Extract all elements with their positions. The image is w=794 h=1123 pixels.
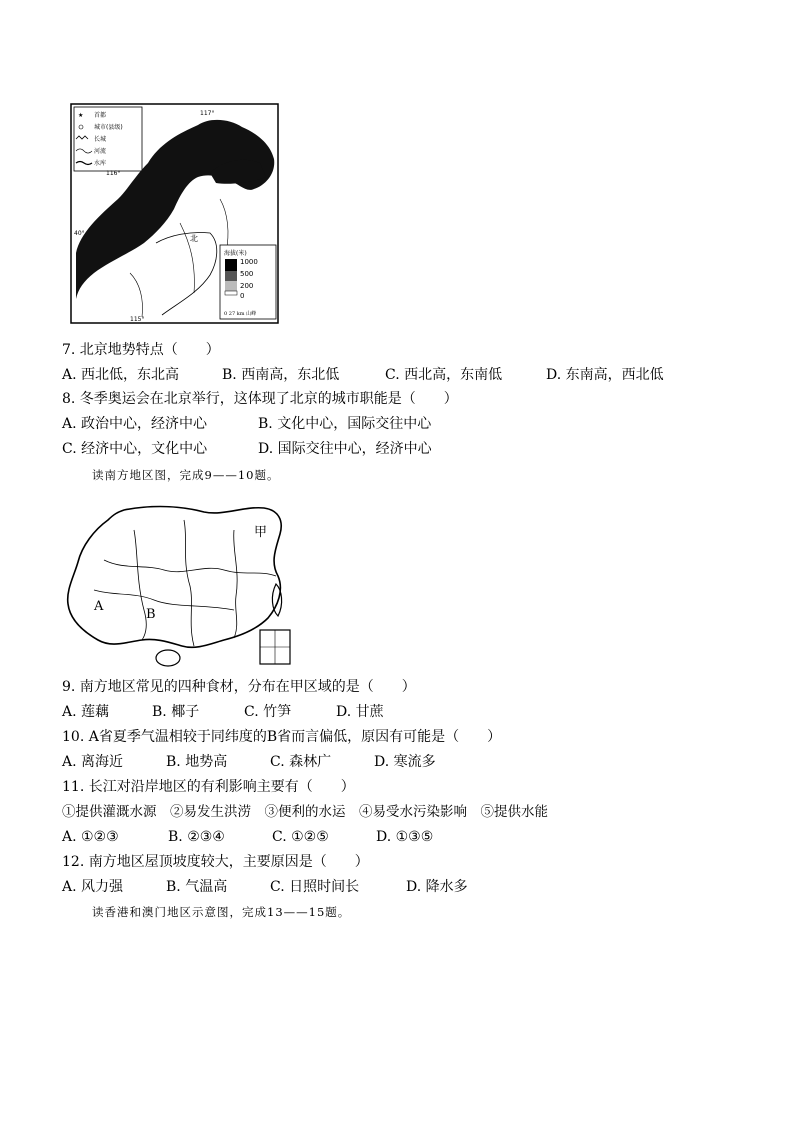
elev-value: 500 (240, 270, 254, 278)
q9-option-a: A. 莲藕 (62, 704, 110, 720)
coord-label: 40° (74, 230, 85, 237)
map-label-jia: 甲 (254, 525, 268, 540)
map-label-a: A (208, 181, 215, 191)
q11-option-c: C. ①②⑤ (272, 829, 329, 845)
q9-option-b: B. 椰子 (152, 704, 200, 720)
q7-option-c: C. 西北高，东南低 (385, 367, 503, 383)
q7-option-a: A. 西北低，东北高 (62, 367, 180, 383)
q8-option-a: A. 政治中心，经济中心 (62, 416, 208, 432)
q11-option-b: B. ②③④ (168, 829, 225, 845)
q8-option-c: C. 经济中心，文化中心 (62, 441, 208, 457)
coord-label: 116° (106, 170, 121, 177)
beijing-terrain-map (70, 103, 280, 325)
question-7: 7. 北京地势特点（ ） (62, 342, 220, 358)
q10-option-b: B. 地势高 (166, 754, 228, 770)
question-10: 10. A省夏季气温相较于同纬度的B省而言偏低，原因有可能是（ ） (62, 729, 502, 745)
legend-capital-symbol: ★ (78, 112, 84, 119)
legend-item: 水库 (94, 160, 107, 167)
question-9: 9. 南方地区常见的四种食材，分布在甲区域的是（ ） (62, 679, 416, 695)
elev-value: 200 (240, 282, 254, 290)
q7-option-b: B. 西南高，东北低 (222, 367, 340, 383)
elev-value: 0 (240, 292, 245, 300)
legend-item: 河流 (94, 148, 107, 155)
q10-option-d: D. 寒流多 (374, 754, 436, 770)
q12-option-b: B. 气温高 (166, 879, 228, 895)
instruction-13-15: 读香港和澳门地区示意图，完成13——15题。 (92, 905, 351, 919)
map-label-a: A (94, 599, 104, 614)
q11-option-d: D. ①③⑤ (376, 829, 434, 845)
q8-option-b: B. 文化中心，国际交往中心 (258, 416, 432, 432)
elev-legend-title: 海拔(米) (224, 250, 247, 257)
legend-item: 首都 (94, 112, 107, 119)
south-china-map (64, 500, 300, 672)
instruction-9-10: 读南方地区图，完成9——10题。 (92, 468, 280, 482)
scale-label: 0 27 km 山峰 (224, 311, 257, 317)
q12-option-c: C. 日照时间长 (270, 879, 360, 895)
q11-items: ①提供灌溉水源 ②易发生洪涝 ③便利的水运 ④易受水污染影响 ⑤提供水能 (62, 804, 548, 820)
map-label-b: B (146, 607, 156, 622)
elev-value: 1000 (240, 258, 258, 266)
hainan-island (156, 650, 180, 666)
q9-option-d: D. 甘蔗 (336, 704, 384, 720)
coord-label: 117° (200, 110, 215, 117)
region-outline (68, 507, 282, 648)
legend-item: 长城 (94, 136, 107, 143)
q12-option-a: A. 风力强 (62, 879, 124, 895)
question-12: 12. 南方地区屋顶坡度较大，主要原因是（ ） (62, 854, 369, 870)
question-8: 8. 冬季奥运会在北京举行，这体现了北京的城市职能是（ ） (62, 391, 458, 407)
map-label-bei: 北 (190, 234, 198, 243)
q10-option-c: C. 森林广 (270, 754, 332, 770)
q11-option-a: A. ①②③ (62, 829, 119, 845)
q9-option-c: C. 竹笋 (244, 704, 292, 720)
q10-option-a: A. 离海近 (62, 754, 124, 770)
q12-option-d: D. 降水多 (406, 879, 468, 895)
coord-label: 115° (130, 316, 145, 323)
question-11: 11. 长江对沿岸地区的有利影响主要有（ ） (62, 779, 355, 795)
q8-option-d: D. 国际交往中心，经济中心 (258, 441, 432, 457)
q7-option-d: D. 东南高，西北低 (546, 367, 664, 383)
legend-item: 城市(县级) (94, 124, 123, 131)
